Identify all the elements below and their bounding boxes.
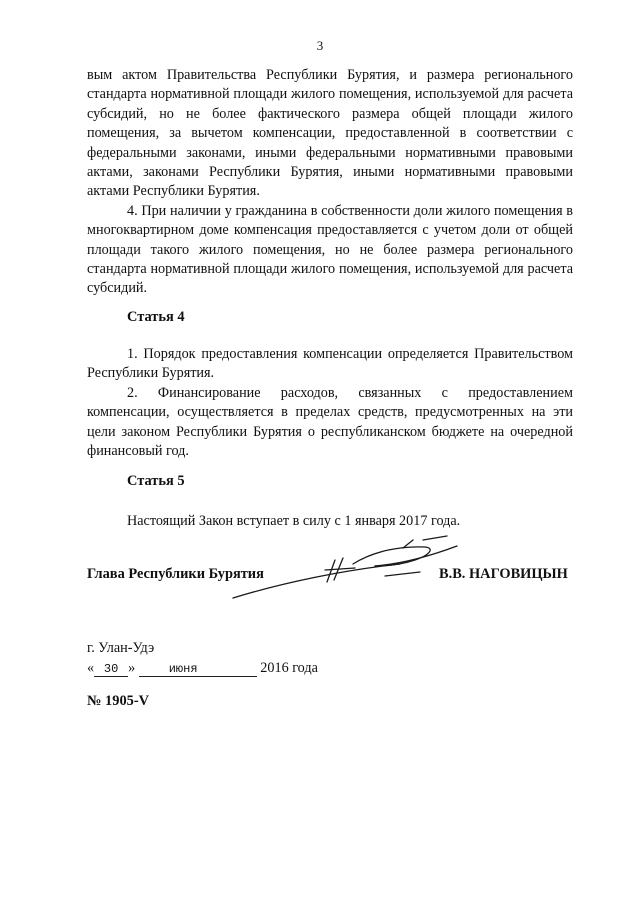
- date-month: июня: [139, 662, 257, 677]
- date-open-quote: «: [87, 660, 95, 676]
- signing-place: г. Улан-Удэ: [87, 640, 155, 656]
- date-year: 2016 года: [260, 660, 318, 676]
- signatory-title: Глава Республики Бурятия: [87, 566, 264, 582]
- paragraph: вым актом Правительства Республики Бурятия, и размера регионального стандарта нормативной площади жилого помещения, используемой для расчета субсидий, но не более фактического размера общей площади жилого помещения, за вычетом компенсации, предоставленной в соответствии с федеральными законами, иными федеральными нормативными правовыми актами, законами Республики Бурятия, иными нормативными правовыми актами Республики Бурятия.: [87, 67, 573, 200]
- paragraph: 1. Порядок предоставления компенсации определяется Правительством Республики Бурятия.: [87, 346, 573, 382]
- paragraph: 2. Финансирование расходов, связанных с предоставлением компенсации, осуществляется в пределах средств, предусмотренных на эти цели законом Республики Бурятия о республиканском бюджете на очередной финансовый год.: [87, 384, 573, 460]
- article5-heading: Статья 5: [127, 473, 185, 489]
- page-number: 3: [316, 38, 324, 53]
- date-close-quote: »: [128, 660, 136, 676]
- article3-continuation: [87, 66, 573, 299]
- signing-date: [87, 660, 318, 677]
- paragraph: 4. При наличии у гражданина в собственности доли жилого помещения в многоквартирном доме компенсация предоставляется с учетом доли от общей площади такого жилого помещения, но не более размера регионального стандарта нормативной площади жилого помещения, используемой для расчета субсидий.: [87, 202, 573, 297]
- article4-body: [87, 345, 573, 461]
- paragraph: Настоящий Закон вступает в силу с 1 января 2017 года.: [127, 513, 461, 529]
- date-day: 30: [94, 662, 128, 677]
- article4-heading: Статья 4: [127, 309, 185, 325]
- signatory-name: В.В. НАГОВИЦЫН: [439, 566, 568, 582]
- handwritten-signature: [225, 520, 465, 610]
- law-number: № 1905-V: [87, 693, 150, 709]
